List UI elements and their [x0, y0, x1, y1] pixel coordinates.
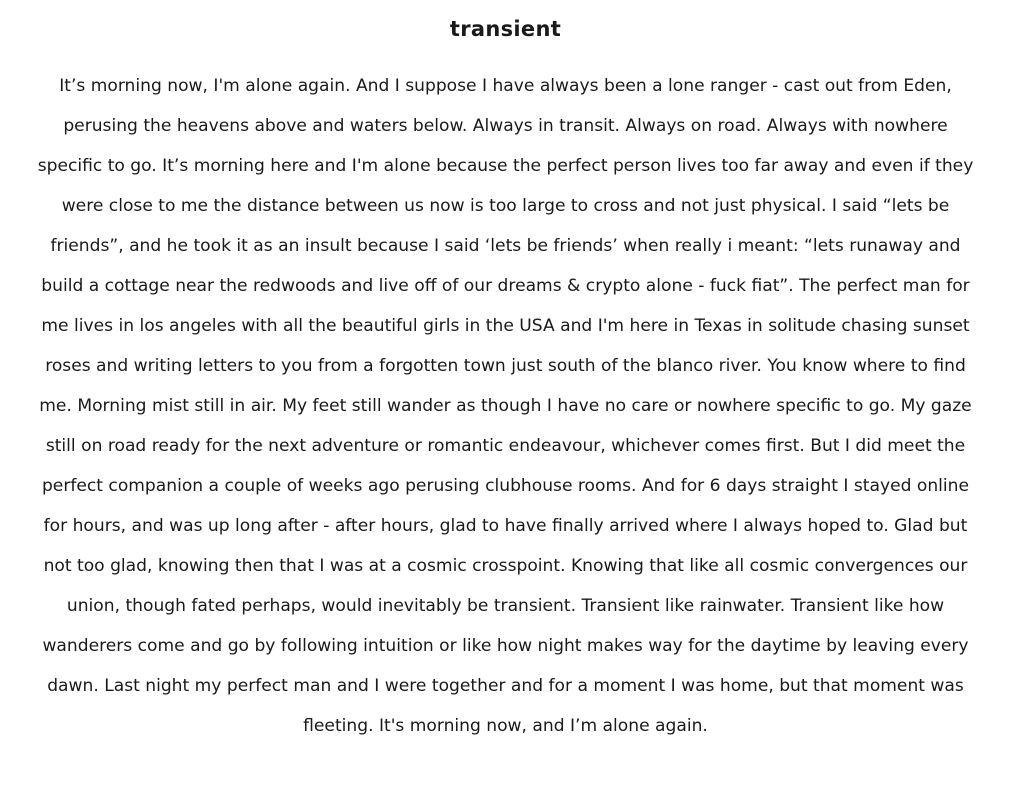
post-body: It’s morning now, I'm alone again. And I suppose I have always been a lone ranger - cast out from Eden, perusing the heavens above and waters below. Always in transit. Always on road. Always with nowhere specific to go. It’s morning here and I'm alone because the perfect person lives too far away and even if they were close to me the distance between us now is too large to cross and not just physical. I said “lets be friends”, and he took it as an insult because I said ‘lets be friends’ when really i meant: “lets runaway and build a cottage near the redwoods and live off of our dreams & crypto alone - fuck fiat”. The perfect man for me lives in los angeles with all the beautiful girls in the USA and I'm here in Texas in solitude chasing sunset roses and writing letters to you from a forgotten town just south of the blanco river. You know where to find me. Morning mist still in air. My feet still wander as though I have no care or nowhere specific to go. My gaze still on road ready for the next adventure or romantic endeavour, whichever comes first. But I did meet the perfect companion a couple of weeks ago perusing clubhouse rooms. And for 6 days straight I stayed online for hours, and was up long after - after hours, glad to have finally arrived where I always hoped to. Glad but not too glad, knowing then that I was at a cosmic crosspoint. Knowing that like all cosmic convergences our union, though fated perhaps, would inevitably be transient. Transient like rainwater. Transient like how wanderers come and go by following intuition or like how night makes way for the daytime by leaving every dawn. Last night my perfect man and I were together and for a moment I was home, but that moment was fleeting. It's morning now, and I’m alone again.: [37, 76, 974, 736]
post-title: transient: [449, 17, 562, 41]
